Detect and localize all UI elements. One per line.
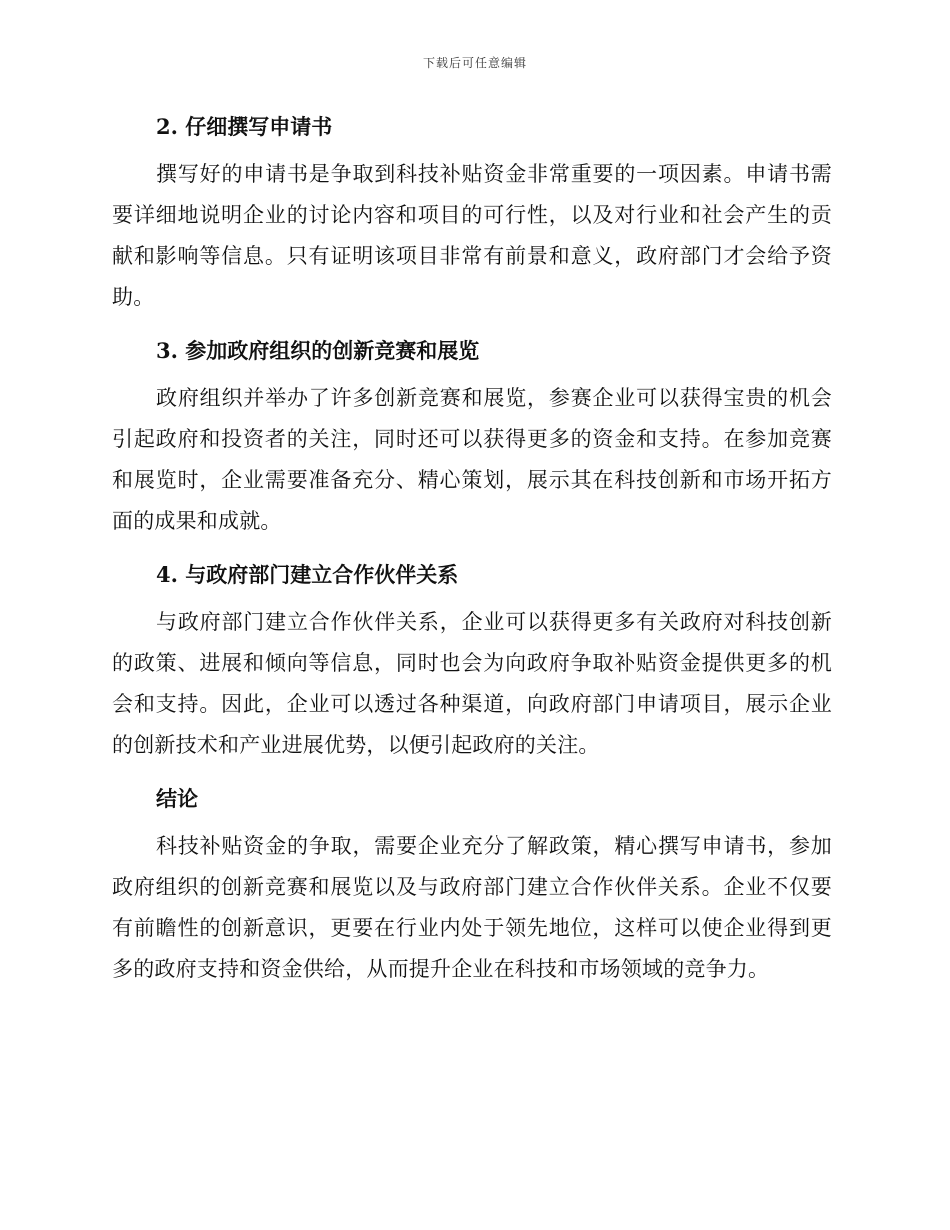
- page-header: 下载后可任意编辑: [422, 56, 527, 70]
- section-heading-partnership: 4. 与政府部门建立合作伙伴关系: [156, 562, 459, 587]
- section-heading-application: 2. 仔细撰写申请书: [156, 114, 333, 139]
- section-paragraph-partnership: 与政府部门建立合作伙伴关系，企业可以获得更多有关政府对科技创新的政策、进展和倾向等信息，同时也会为向政府争取补贴资金提供更多的机会和支持。因此，企业可以透过各种渠道，向政府部门申请项目，展示企业的创新技术和产业进展优势，以便引起政府的关注。: [112, 610, 832, 757]
- section-heading-competition: 3. 参加政府组织的创新竞赛和展览: [156, 338, 480, 363]
- section-paragraph-conclusion: 科技补贴资金的争取，需要企业充分了解政策，精心撰写申请书，参加政府组织的创新竞赛和展览以及与政府部门建立合作伙伴关系。企业不仅要有前瞻性的创新意识，更要在行业内处于领先地位，这样可以使企业得到更多的政府支持和资金供给，从而提升企业在科技和市场领域的竞争力。: [112, 834, 832, 981]
- section-paragraph-competition: 政府组织并举办了许多创新竞赛和展览，参赛企业可以获得宝贵的机会引起政府和投资者的关注，同时还可以获得更多的资金和支持。在参加竞赛和展览时，企业需要准备充分、精心策划，展示其在科技创新和市场开拓方面的成果和成就。: [112, 386, 832, 533]
- document-body: [112, 112, 832, 1008]
- section-paragraph-application: 撰写好的申请书是争取到科技补贴资金非常重要的一项因素。申请书需要详细地说明企业的讨论内容和项目的可行性，以及对行业和社会产生的贡献和影响等信息。只有证明该项目非常有前景和意义，政府部门才会给予资助。: [112, 162, 832, 309]
- section-heading-conclusion: 结论: [156, 786, 198, 811]
